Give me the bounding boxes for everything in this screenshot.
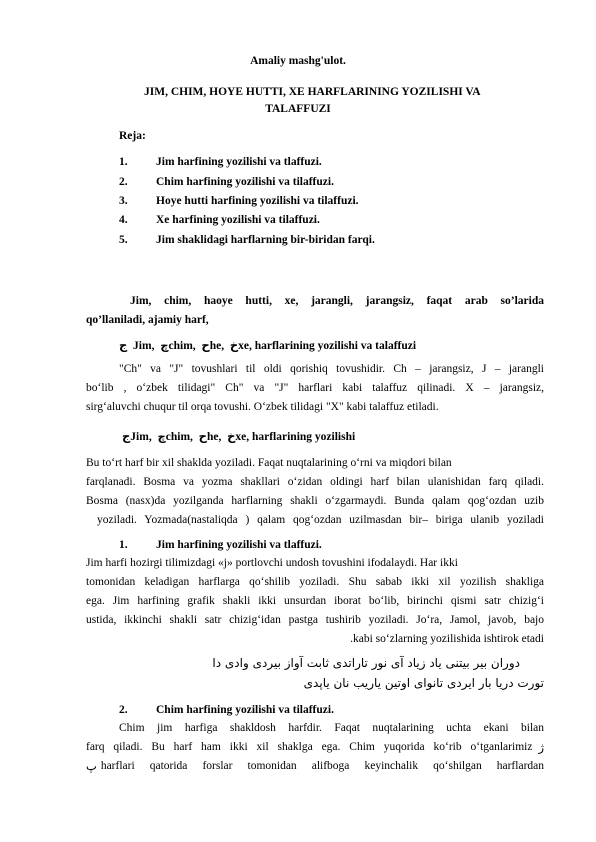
section-title: Jim harfining yozilishi va tlaffuzi. (156, 539, 322, 551)
intro-line-1: Jim, chim, haoye hutti, xe, jarangli, jarangsiz, faqat arab so’larida (130, 295, 544, 307)
paragraph-line: Bosma (nasx)da yozilganda harflarning shakli o‘zgarmaydi. Bunda qalam qog‘ozdan uzib (86, 495, 544, 507)
pe-letter: پ (86, 759, 97, 773)
paragraph-line: sirg‘aluvchi chuqur til orqa tovushi. O‘zbek tilidagi "X" kabi talaffuz etiladi. (86, 401, 439, 413)
chim-letter: چ (160, 338, 169, 352)
arabic-script-line: تورت دریا بار ایردی تانوای اوتین یاریب نان یاپدی (303, 676, 544, 690)
lesson-title-line-1: JIM, CHIM, HOYE HUTTI, XE HARFLARINING YOZILISHI VA (144, 86, 481, 98)
xe-letter: خ (227, 429, 236, 443)
section-title: Chim harfining yozilishi va tilaffuzi. (156, 704, 334, 716)
chim-label: chim, (165, 431, 193, 443)
paragraph-text: farq qiladi. Bu harf ham ikki xil shaklga ega. Chim yuqorida ko‘rib o‘tganlarimiz (86, 741, 533, 753)
heading-rest: xe, harflarining yozilishi (235, 431, 356, 443)
plan-item-number: 1. (119, 156, 128, 168)
he-label: he, (206, 431, 222, 443)
plan-item-number: 2. (119, 176, 128, 188)
paragraph-line: Chim jim harfiga shakldosh harfdir. Faqat nuqtalarining uchta ekani bilan (119, 722, 544, 734)
heading-rest: xe, harflarining yozilishi va talaffuzi (238, 340, 417, 352)
zhe-letter: ژ (538, 740, 544, 754)
paragraph-line: Jim harfi hozirgi tilimizdagi «j» portlovchi undosh tovushini ifodalaydi. Har ikki (86, 557, 458, 569)
paragraph-line: ega. Jim harfining grafik shakli ikki unsurdan iborat bo‘lib, birinchi qismi satr chizig‘i (86, 595, 544, 607)
he-letter: ح (201, 338, 210, 352)
chim-letter: چ (157, 429, 166, 443)
jim-label: Jim, (130, 431, 152, 443)
paragraph-line: farqlanadi. Bosma va yozma shakllari o‘zidan oldingi harf bilan ulanishidan farq qiladi. (86, 476, 544, 488)
plan-item-number: 4. (119, 214, 128, 226)
plan-item-text: Xe harfining yozilishi va tilaffuzi. (156, 214, 320, 226)
plan-item-text: Hoye hutti harfining yozilishi va tilaffuzi. (156, 195, 359, 207)
paragraph-line: yoziladi. Yozmada(nastaliqda ) qalam qog‘ozdan uzilmasdan bir– biriga ulanib yoziladi (97, 514, 544, 526)
arabic-script-line: دوران بیر بیتنی یاد زیاد آی نور تاراتدی ثابت آواز بیردی وادی دا (212, 656, 520, 670)
plan-item-text: Jim shaklidagi harflarning bir-biridan farqi. (156, 234, 375, 246)
plan-item-number: 3. (119, 195, 128, 207)
paragraph-line (86, 759, 544, 773)
jim-label: Jim, (133, 340, 155, 352)
plan-heading: Reja: (119, 130, 146, 142)
paragraph-line: Bu to‘rt harf bir xil shaklda yoziladi. Faqat nuqtalarining o‘rni va miqdori bilan (86, 457, 452, 469)
paragraph-line: .kabi so‘zlarning yozilishida ishtirok etadi (350, 633, 544, 645)
intro-line-2: qo’llaniladi, ajamiy harf, (86, 314, 209, 326)
he-label: he, (209, 340, 225, 352)
plan-item-text: Chim harfining yozilishi va tilaffuzi. (156, 176, 334, 188)
he-letter: ح (198, 429, 207, 443)
letters-heading-2 (122, 429, 355, 444)
paragraph-line: tomonidan keladigan harflarga qo‘shilib yoziladi. Shu sabab ikki xil yozilish shakliga (86, 576, 544, 588)
jim-letter: ج (122, 429, 131, 443)
letters-heading-1 (119, 338, 416, 353)
section-number: 2. (119, 704, 128, 716)
paragraph-text: harflari qatorida forslar tomonidan alifboga keyinchalik qo‘shilgan harflardan (100, 760, 544, 772)
paragraph-line: bo‘lib , o‘zbek tilidagi" Ch" va "J" harflari kabi talaffuz qilinadi. X – jarangsiz, (86, 382, 544, 394)
chim-label: chim, (168, 340, 196, 352)
paragraph-line: "Ch" va "J" tovushlari til oldi qorishiq tovushidir. Ch – jarangsiz, J – jarangli (119, 363, 544, 375)
paragraph-line: ustida, ikkinchi shakli satr chizig‘idan pastga tushirib yoziladi. Jo‘ra, Jamol, javob, bajo (86, 614, 544, 626)
xe-letter: خ (229, 338, 239, 352)
plan-item-number: 5. (119, 234, 128, 246)
lesson-title-line-2: TALAFFUZI (265, 103, 331, 115)
jim-letter: ج (119, 338, 128, 352)
lesson-subtitle: Amaliy mashg'ulot. (250, 55, 346, 67)
paragraph-line (86, 740, 544, 754)
plan-item-text: Jim harfining yozilishi va tlaffuzi. (156, 156, 322, 168)
section-number: 1. (119, 539, 128, 551)
